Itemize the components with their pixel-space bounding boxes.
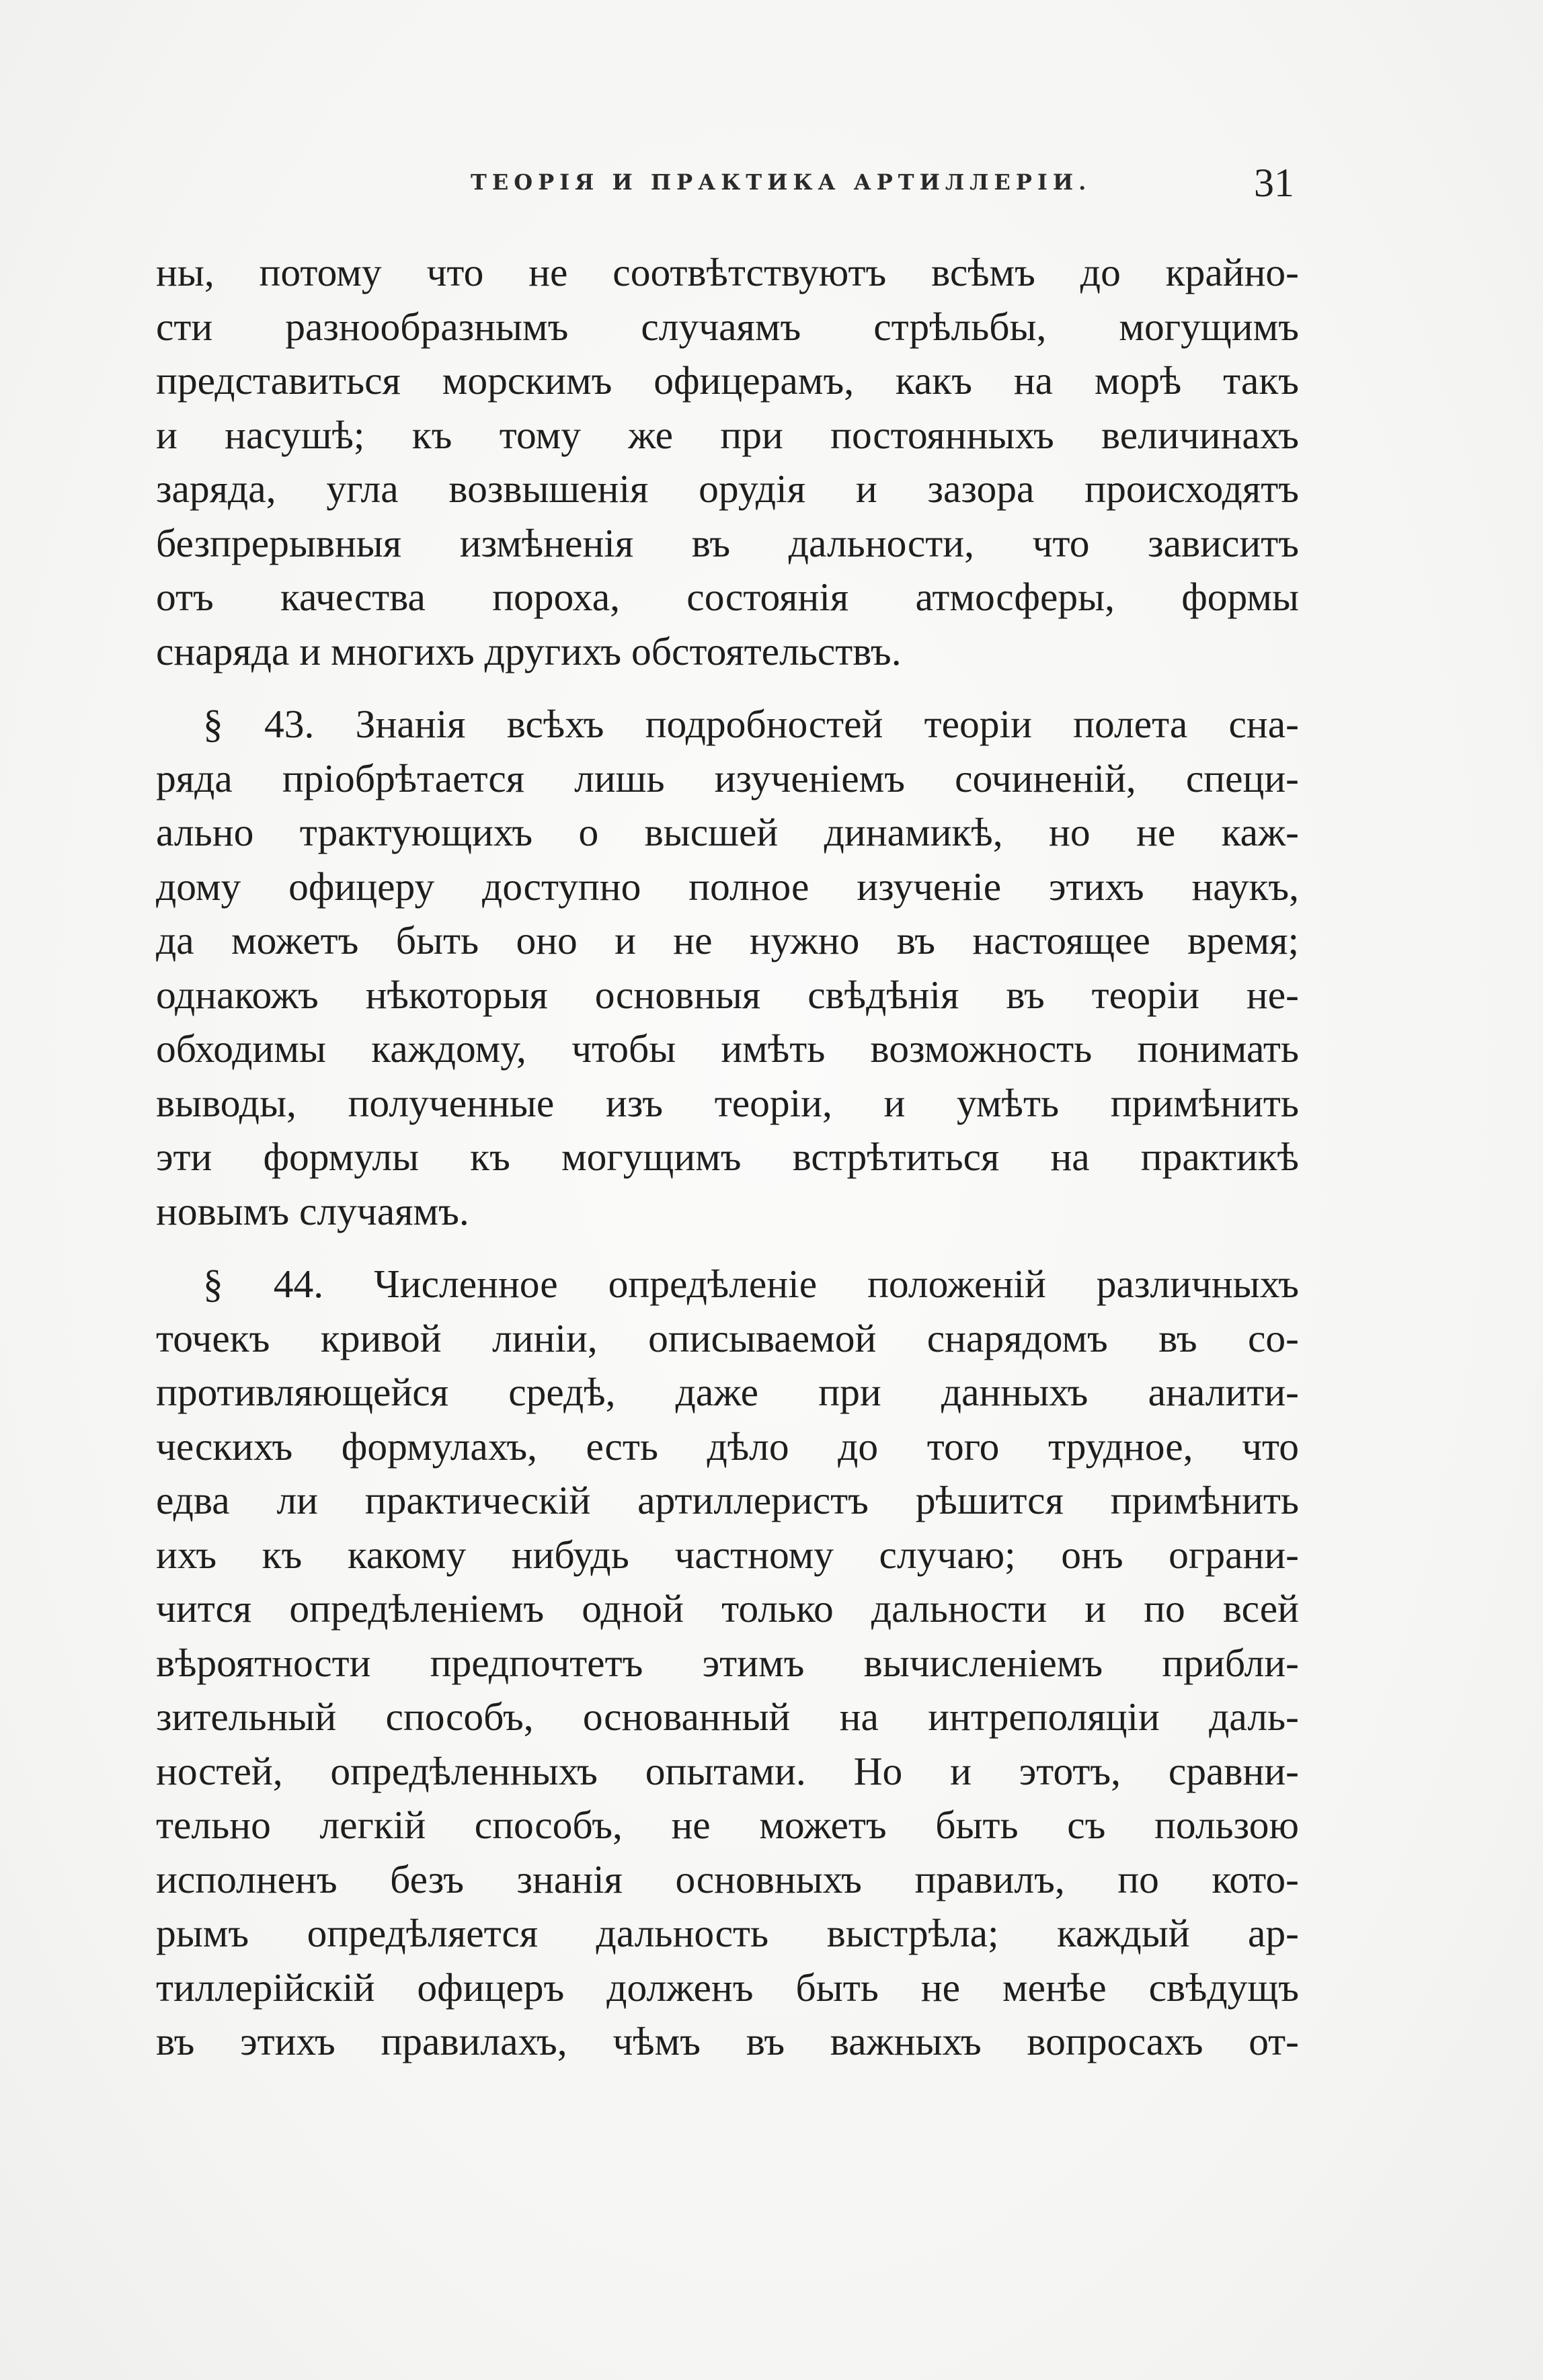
text-line: противляющейся средѣ, даже при данныхъ аналити-	[156, 1370, 1299, 1414]
paragraph-section-44	[156, 1257, 1299, 2069]
paragraph-section-43	[156, 697, 1299, 1238]
text-line: да можетъ быть оно и не нужно въ настоящее время;	[156, 918, 1299, 962]
text-line: безпрерывныя измѣненія въ дальности, что зависитъ	[156, 520, 1299, 565]
text-line: ально трактующихъ о высшей динамикѣ, но не каж-	[156, 810, 1299, 854]
text-line: представиться морскимъ офицерамъ, какъ на морѣ такъ	[156, 358, 1299, 403]
text-line: тиллерійскій офицеръ долженъ быть не менѣе свѣдущъ	[156, 1965, 1299, 2010]
text-line: снаряда и многихъ другихъ обстоятельствъ.	[156, 628, 902, 673]
page-header	[471, 160, 1294, 207]
text-line: ностей, опредѣленныхъ опытами. Но и этотъ, сравни-	[156, 1748, 1299, 1793]
text-line: § 43. Знанія всѣхъ подробностей теоріи полета сна-	[203, 702, 1299, 746]
text-line: ны, потому что не соотвѣтствуютъ всѣмъ до крайно-	[156, 250, 1299, 294]
text-line: точекъ кривой линіи, описываемой снарядомъ въ со-	[156, 1315, 1299, 1360]
text-line: вѣроятности предпочтетъ этимъ вычисленіемъ прибли-	[156, 1640, 1299, 1685]
text-line: чится опредѣленіемъ одной только дальности и по всей	[156, 1586, 1299, 1631]
body-text	[156, 245, 1299, 2069]
text-line: отъ качества пороха, состоянія атмосферы, формы	[156, 575, 1299, 619]
text-line: едва ли практическій артиллеристъ рѣшится примѣнить	[156, 1478, 1299, 1522]
text-line: и насушѣ; къ тому же при постоянныхъ величинахъ	[156, 412, 1299, 457]
text-line: ихъ къ какому нибудь частному случаю; онъ ограни-	[156, 1532, 1299, 1577]
text-line: заряда, угла возвышенія орудія и зазора происходятъ	[156, 466, 1299, 511]
page-number: 31	[1254, 161, 1294, 205]
text-line: рымъ опредѣляется дальность выстрѣла; каждый ар-	[156, 1911, 1299, 1955]
text-line: эти формулы къ могущимъ встрѣтиться на практикѣ	[156, 1135, 1299, 1179]
text-line: зительный способъ, основанный на интреполяціи даль-	[156, 1694, 1299, 1739]
paragraph-1	[156, 245, 1299, 678]
text-line: новымъ случаямъ.	[156, 1188, 469, 1233]
text-line: сти разнообразнымъ случаямъ стрѣльбы, могущимъ	[156, 304, 1299, 349]
text-line: выводы, полученные изъ теоріи, и умѣть примѣнить	[156, 1080, 1299, 1125]
text-line: исполненъ безъ знанія основныхъ правилъ, по кото-	[156, 1856, 1299, 1901]
running-head: ТЕОРІЯ И ПРАКТИКА АРТИЛЛЕРІИ.	[471, 169, 1092, 195]
text-line: ческихъ формулахъ, есть дѣло до того трудное, что	[156, 1424, 1299, 1469]
text-line: однакожъ нѣкоторыя основныя свѣдѣнія въ теоріи не-	[156, 972, 1299, 1017]
text-line: ряда пріобрѣтается лишь изученіемъ сочиненій, специ-	[156, 755, 1299, 801]
text-line: въ этихъ правилахъ, чѣмъ въ важныхъ вопросахъ от-	[156, 2019, 1299, 2063]
text-line: обходимы каждому, чтобы имѣть возможность понимать	[156, 1026, 1299, 1071]
text-line: § 44. Численное опредѣленіе положеній различныхъ	[203, 1262, 1299, 1306]
text-line: тельно легкій способъ, не можетъ быть съ пользою	[156, 1803, 1299, 1847]
text-line: дому офицеру доступно полное изученіе этихъ наукъ,	[156, 864, 1299, 909]
